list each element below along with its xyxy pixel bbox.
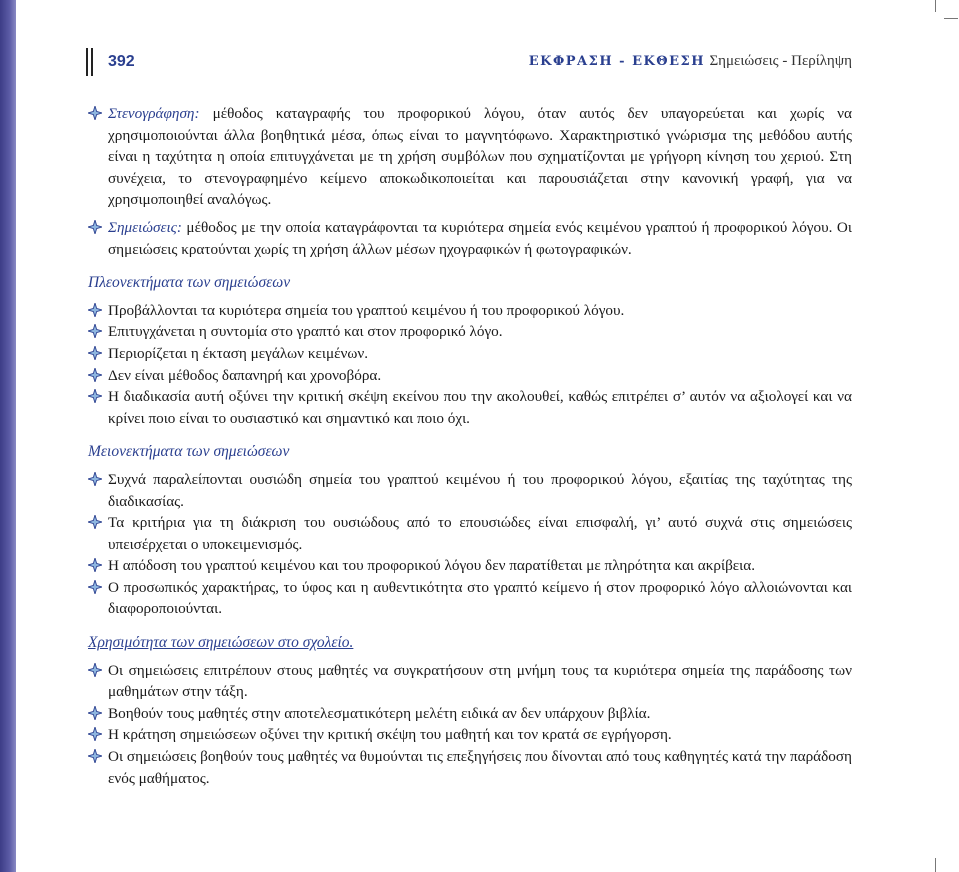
definition-text: μέθοδος καταγραφής του προφορικού λόγου, όταν αυτός δεν υπαγορεύεται και χωρίς να χρησιμοποιούνται άλλα βοηθητικά μέσα, όπως είναι το μαγνητόφωνο. Χαρακτηριστικό γνώρισμα της μεθόδου αυτής είναι η ταχύτητα η οποία επιτυγχάνεται με τη χρήση συμβόλων που σχηματίζονται με γρήγορη κίνηση του χεριού. Στη συνέχεια, το στενογραφημένο κείμενο αποκωδικοποιείται και παρουσιάζεται στην κανονική γραφή, για να χρησιμοποιηθεί αναλόγως. bbox=[108, 105, 852, 209]
list-item bbox=[88, 555, 852, 577]
crop-mark bbox=[935, 0, 936, 12]
list-item-text: Η διαδικασία αυτή οξύνει την κριτική σκέψη εκείνου που την ακολουθεί, καθώς επιτρέπει σ’ αυτόν να αξιολογεί και να κρίνει ποιο είναι το ουσιαστικό και σημαντικό και ποιο όχι. bbox=[108, 388, 852, 427]
list-item-text: Δεν είναι μέθοδος δαπανηρή και χρονοβόρα. bbox=[108, 366, 382, 384]
list-item-text: Ο προσωπικός χαρακτήρας, το ύφος και η αυθεντικότητα στο γραπτό κείμενο ή στον προφορικό λόγο αλλοιώνονται και διαφοροποιούνται. bbox=[108, 578, 852, 618]
definition-notes bbox=[88, 217, 852, 260]
list-item bbox=[88, 300, 852, 322]
list-item-text: Επιτυγχάνεται η συντομία στο γραπτό και στον προφορικό λόγο. bbox=[108, 323, 503, 341]
list-item bbox=[88, 469, 852, 512]
advantages-heading: Πλεονεκτήματα των σημειώσεων bbox=[88, 274, 291, 292]
list-item-text: Η κράτηση σημειώσεων οξύνει την κριτική σκέψη του μαθητή και τον κρατά σε εγρήγορση. bbox=[108, 726, 672, 744]
page-number-bars bbox=[86, 48, 96, 80]
four-point-star-icon bbox=[88, 727, 102, 741]
four-point-star-icon bbox=[88, 346, 102, 360]
list-item-text: Οι σημειώσεις βοηθούν τους μαθητές να θυμούνται τις επεξηγήσεις που δίνονται από τους καθηγητές κατά την παράδοση ενός μαθήματος. bbox=[108, 748, 852, 787]
four-point-star-icon bbox=[88, 558, 102, 572]
list-item bbox=[88, 321, 852, 343]
running-header bbox=[529, 53, 852, 70]
four-point-star-icon bbox=[88, 749, 102, 763]
list-item bbox=[88, 365, 852, 387]
list-item bbox=[88, 512, 852, 555]
list-item-text: Περιορίζεται η έκταση μεγάλων κειμένων. bbox=[108, 344, 369, 362]
four-point-star-icon bbox=[88, 368, 102, 382]
list-item bbox=[88, 703, 852, 725]
page-header bbox=[86, 44, 856, 80]
four-point-star-icon bbox=[88, 303, 102, 317]
definition-term: Στενογράφηση: bbox=[108, 105, 200, 122]
four-point-star-icon bbox=[88, 663, 102, 677]
left-color-stripe bbox=[0, 0, 16, 872]
crop-mark bbox=[935, 858, 936, 872]
definition-term: Σημειώσεις: bbox=[108, 218, 182, 236]
definition-stenography bbox=[88, 103, 852, 211]
list-item-text: Προβάλλονται τα κυριότερα σημεία του γραπτού κειμένου ή του προφορικού λόγου. bbox=[108, 301, 625, 319]
definition-text: μέθοδος με την οποία καταγράφονται τα κυριότερα σημεία ενός κειμένου γραπτού ή προφορικού λόγου. Οι σημειώσεις κρατούνται χωρίς τη χρήση άλλων μέσων ηχογραφικών ή φωτογραφικών. bbox=[108, 218, 852, 258]
four-point-star-icon bbox=[88, 580, 102, 594]
list-item bbox=[88, 577, 852, 620]
four-point-star-icon bbox=[88, 472, 102, 486]
list-item bbox=[88, 660, 852, 703]
four-point-star-icon bbox=[88, 106, 102, 120]
crop-mark bbox=[944, 18, 958, 19]
list-item bbox=[88, 746, 852, 789]
list-item bbox=[88, 724, 852, 746]
usefulness-heading: Χρησιμότητα των σημειώσεων στο σχολείο. bbox=[88, 634, 354, 652]
page-body bbox=[88, 103, 852, 789]
list-item bbox=[88, 386, 852, 429]
section-title: ΕΚΦΡΑΣΗ - ΕΚΘΕΣΗ bbox=[528, 54, 705, 69]
list-item bbox=[88, 343, 852, 365]
four-point-star-icon bbox=[88, 515, 102, 529]
list-item-text: Συχνά παραλείπονται ουσιώδη σημεία του γραπτού κειμένου ή του προφορικού λόγου, εξαιτίας της ταχύτητας της διαδικασίας. bbox=[108, 470, 852, 510]
four-point-star-icon bbox=[88, 706, 102, 720]
four-point-star-icon bbox=[88, 220, 102, 234]
list-item-text: Οι σημειώσεις επιτρέπουν στους μαθητές να συγκρατήσουν στη μνήμη τους τα κυριότερα σημεία της παράδοσης των μαθημάτων στην τάξη. bbox=[108, 661, 852, 701]
list-item-text: Η απόδοση του γραπτού κειμένου και του προφορικού λόγου δεν παρατίθεται με πληρότητα και ακρίβεια. bbox=[108, 557, 756, 575]
four-point-star-icon bbox=[88, 389, 102, 403]
four-point-star-icon bbox=[88, 324, 102, 338]
list-item-text: Βοηθούν τους μαθητές στην αποτελεσματικότερη μελέτη ειδικά αν δεν υπάρχουν βιβλία. bbox=[108, 704, 651, 722]
section-subtitle: Σημειώσεις - Περίληψη bbox=[709, 53, 852, 69]
page-number: 392 bbox=[108, 53, 135, 70]
list-item-text: Τα κριτήρια για τη διάκριση του ουσιώδους από το επουσιώδες είναι επισφαλή, γι’ αυτό συχνά στις σημειώσεις υπεισέρχεται ο υποκειμενισμός. bbox=[108, 514, 852, 553]
disadvantages-heading: Μειονεκτήματα των σημειώσεων bbox=[88, 443, 290, 461]
